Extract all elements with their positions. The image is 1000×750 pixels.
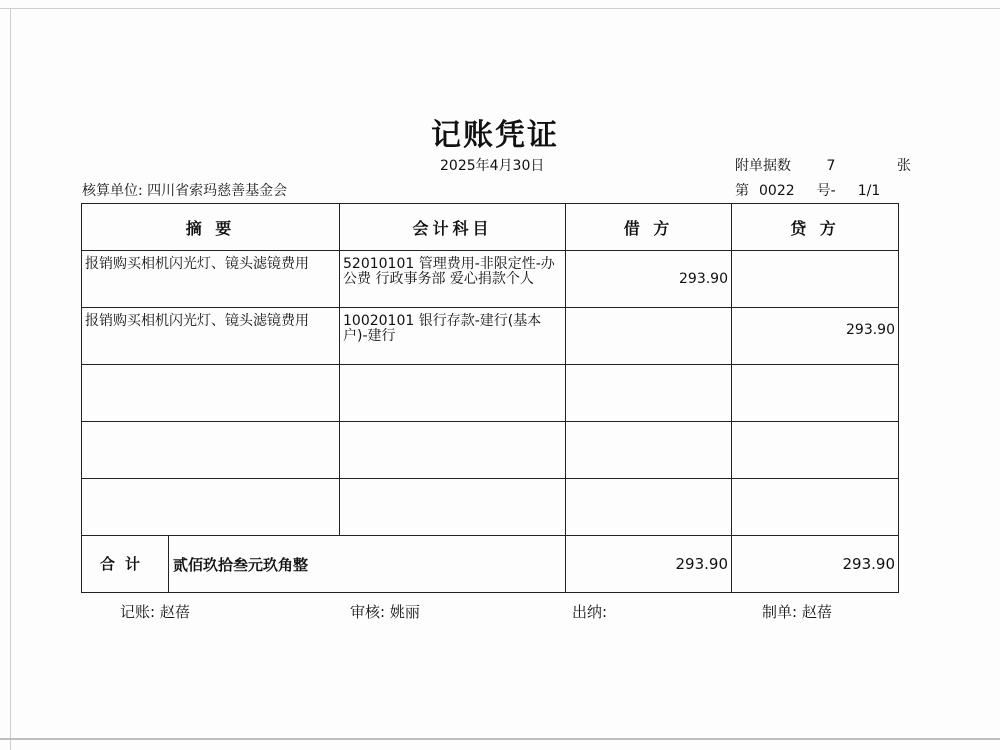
credit-cell xyxy=(732,365,899,422)
summary-cell xyxy=(82,422,340,479)
debit-amount xyxy=(566,308,731,328)
debit-cell xyxy=(566,422,732,479)
summary-text xyxy=(82,365,339,371)
summary-cell xyxy=(82,365,340,422)
table-row xyxy=(82,365,899,422)
voucher-page: 1/1 xyxy=(857,183,881,199)
voucher-suffix: 号- xyxy=(816,183,836,199)
debit-amount: 293.90 xyxy=(679,271,728,287)
account-cell xyxy=(340,479,566,536)
header-summary: 摘 要 xyxy=(82,204,340,251)
credit-cell xyxy=(732,422,899,479)
table-row xyxy=(82,308,899,365)
account-text xyxy=(340,422,565,428)
scan-edge xyxy=(0,738,1000,740)
account-cell xyxy=(340,251,566,308)
voucher-number xyxy=(735,180,880,200)
total-credit: 293.90 xyxy=(842,555,895,573)
bookkeeper-signature: 记账: 赵蓓 xyxy=(120,603,190,621)
preparer-signature: 制单: 赵蓓 xyxy=(762,603,832,621)
credit-amount xyxy=(732,251,898,265)
attachment-unit: 张 xyxy=(897,158,911,174)
summary-cell xyxy=(82,308,340,365)
debit-cell xyxy=(566,479,732,536)
header-credit: 贷 方 xyxy=(732,204,899,251)
table-row xyxy=(82,479,899,536)
credit-cell xyxy=(732,308,899,365)
table-row xyxy=(82,422,899,479)
account-cell xyxy=(340,308,566,365)
account-cell xyxy=(340,422,566,479)
account-text: 52010101 管理费用-非限定性-办公费 行政事务部 爱心捐款个人 xyxy=(343,256,555,287)
voucher-number-value: 0022 xyxy=(759,183,795,199)
credit-amount xyxy=(732,365,898,385)
summary-text xyxy=(82,422,339,428)
attachment-number: 7 xyxy=(826,158,836,174)
unit-label: 核算单位: xyxy=(82,183,143,199)
credit-cell xyxy=(732,251,899,308)
credit-cell xyxy=(732,479,899,536)
debit-cell xyxy=(566,365,732,422)
summary-cell xyxy=(82,479,340,536)
summary-text xyxy=(82,479,339,485)
header-account: 会计科目 xyxy=(340,204,566,251)
accounting-unit xyxy=(82,180,287,200)
credit-amount xyxy=(732,479,898,499)
debit-amount xyxy=(566,422,731,442)
account-text xyxy=(340,365,565,371)
reviewer-signature: 审核: 姚丽 xyxy=(350,603,420,621)
cashier-signature: 出纳: xyxy=(572,603,608,621)
header-debit: 借 方 xyxy=(566,204,732,251)
attachment-label: 附单据数 xyxy=(735,158,791,174)
unit-name: 四川省索玛慈善基金会 xyxy=(147,183,288,199)
table-row xyxy=(82,251,899,308)
scan-edge xyxy=(0,8,1000,9)
table-header-row xyxy=(82,204,899,251)
credit-amount: 293.90 xyxy=(846,322,895,338)
total-credit-cell xyxy=(732,536,899,593)
debit-amount xyxy=(566,479,731,499)
summary-text: 报销购买相机闪光灯、镜头滤镜费用 xyxy=(85,256,309,272)
total-debit: 293.90 xyxy=(675,555,728,573)
voucher-table xyxy=(81,203,899,593)
total-debit-cell xyxy=(566,536,732,593)
summary-text: 报销购买相机闪光灯、镜头滤镜费用 xyxy=(85,313,309,329)
total-amount-words: 贰佰玖拾叁元玖角整 xyxy=(173,555,309,574)
total-label: 合计 xyxy=(82,536,169,592)
voucher-prefix: 第 xyxy=(735,183,749,199)
total-cell xyxy=(82,536,566,593)
account-cell xyxy=(340,365,566,422)
summary-cell xyxy=(82,251,340,308)
account-text xyxy=(340,479,565,485)
debit-cell xyxy=(566,308,732,365)
credit-amount xyxy=(732,422,898,442)
debit-cell xyxy=(566,251,732,308)
total-row xyxy=(82,536,899,593)
document-title: 记账凭证 xyxy=(431,118,559,153)
attachment-count xyxy=(735,155,911,175)
account-text: 10020101 银行存款-建行(基本户)-建行 xyxy=(343,313,542,344)
debit-amount xyxy=(566,365,731,385)
voucher-date: 2025年4月30日 xyxy=(440,158,545,174)
